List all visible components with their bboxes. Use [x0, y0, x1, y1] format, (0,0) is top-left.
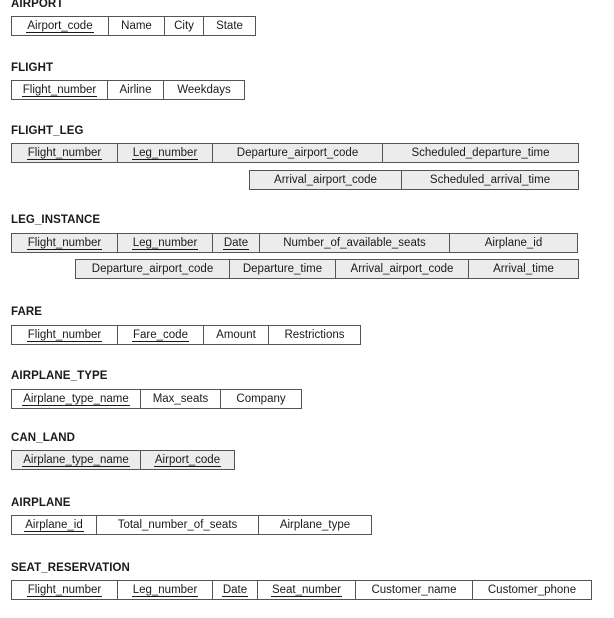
attribute-cell: Airplane_id	[484, 237, 543, 249]
relation-row-can-land	[11, 450, 235, 470]
attribute-cell: Date	[213, 234, 260, 252]
relation-title-leg-instance: LEG_INSTANCE	[11, 214, 101, 226]
attribute-cell: Airline	[108, 81, 164, 99]
attribute-cell: City	[165, 17, 204, 35]
relation-row-airplane	[11, 515, 372, 535]
attribute-cell: Flight_number	[12, 234, 118, 252]
attribute-cell: Leg_number	[118, 581, 213, 599]
attribute-cell: Customer_phone	[487, 584, 577, 596]
attribute-cell: Airplane_type	[279, 519, 351, 531]
attribute-cell: Customer_name	[356, 581, 473, 599]
relation-row-flight-leg-2	[249, 170, 579, 190]
attribute-cell: Restrictions	[284, 329, 345, 341]
attribute-cell: Departure_airport_code	[213, 144, 383, 162]
attribute-cell: Flight_number	[12, 326, 118, 344]
attribute-cell: Airport_code	[12, 17, 109, 35]
relation-row-fare	[11, 325, 361, 345]
attribute-cell: Total_number_of_seats	[97, 516, 259, 534]
relation-title-can-land: CAN_LAND	[11, 432, 76, 444]
relation-row-airport	[11, 16, 256, 36]
attribute-cell: Company	[236, 393, 286, 405]
attribute-cell: Flight_number	[12, 144, 118, 162]
attribute-cell: Arrival_airport_code	[336, 260, 469, 278]
relation-row-leg-instance-1	[11, 233, 578, 253]
attribute-cell: Amount	[204, 326, 269, 344]
relation-title-flight: FLIGHT	[11, 62, 54, 74]
relation-row-leg-instance-2	[75, 259, 579, 279]
attribute-cell: Number_of_available_seats	[260, 234, 450, 252]
attribute-cell: Departure_airport_code	[76, 260, 230, 278]
attribute-cell: Seat_number	[258, 581, 356, 599]
attribute-cell: Flight_number	[12, 581, 118, 599]
relation-row-flight	[11, 80, 245, 100]
attribute-cell: Scheduled_arrival_time	[429, 174, 551, 186]
relation-title-airplane-type: AIRPLANE_TYPE	[11, 370, 108, 382]
relation-title-airplane: AIRPLANE	[11, 497, 71, 509]
attribute-cell: Flight_number	[12, 81, 108, 99]
attribute-cell: Departure_time	[230, 260, 336, 278]
attribute-cell: Arrival_airport_code	[250, 171, 402, 189]
attribute-cell: Airport_code	[154, 454, 221, 466]
attribute-cell: Weekdays	[177, 84, 231, 96]
attribute-cell: Date	[213, 581, 258, 599]
relation-title-flight-leg: FLIGHT_LEG	[11, 125, 84, 137]
attribute-cell: State	[216, 20, 243, 32]
relation-title-airport: AIRPORT	[11, 0, 64, 10]
attribute-cell: Fare_code	[118, 326, 204, 344]
attribute-cell: Airplane_id	[12, 516, 97, 534]
attribute-cell: Airplane_type_name	[12, 390, 141, 408]
attribute-cell: Name	[109, 17, 165, 35]
attribute-cell: Max_seats	[141, 390, 221, 408]
relation-row-airplane-type	[11, 389, 302, 409]
attribute-cell: Leg_number	[118, 144, 213, 162]
relation-row-seat-reservation	[11, 580, 592, 600]
attribute-cell: Scheduled_departure_time	[411, 147, 550, 159]
relation-title-fare: FARE	[11, 306, 43, 318]
relation-row-flight-leg-1	[11, 143, 579, 163]
relation-title-seat-reservation: SEAT_RESERVATION	[11, 562, 130, 574]
attribute-cell: Arrival_time	[493, 263, 554, 275]
attribute-cell: Leg_number	[118, 234, 213, 252]
attribute-cell: Airplane_type_name	[12, 451, 141, 469]
